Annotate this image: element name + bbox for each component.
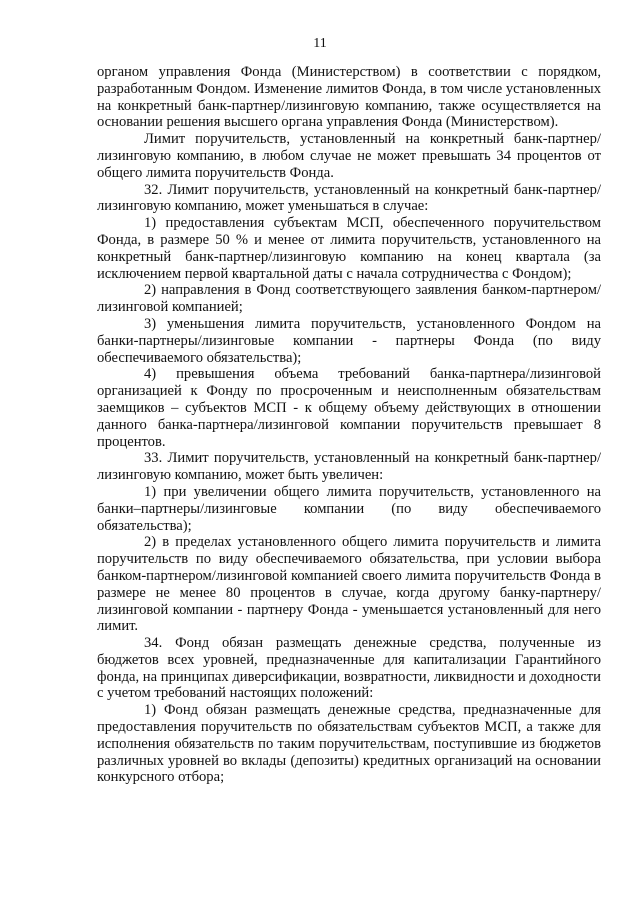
page-number: 11 bbox=[313, 36, 327, 51]
paragraph: органом управления Фонда (Министерством) в соответствии с порядком, разработанным Фондом. Изменение лимитов Фонда, в том числе установленных на конкретный банк-партнер/лизинговую компанию, также осуществляется на основании решения высшего органа управления Фонда (Министерством). bbox=[97, 64, 601, 131]
paragraph: 1) при увеличении общего лимита поручительств, установленного на банки–партнеры/лизинговые компании (по виду обеспечиваемого обязательства); bbox=[97, 483, 601, 534]
paragraph: 34. Фонд обязан размещать денежные средства, полученные из бюджетов всех уровней, предназначенные для капитализации Гарантийного фонда, на принципах диверсификации, возвратности, ликвидности и доходности с учетом требований настоящих положений: bbox=[97, 635, 601, 702]
paragraph: 2) направления в Фонд соответствующего заявления банком-партнером/лизинговой компанией; bbox=[97, 282, 601, 316]
paragraph: 3) уменьшения лимита поручительств, установленного Фондом на банки-партнеры/лизинговые компании - партнеры Фонда (по виду обеспечиваемого обязательства); bbox=[97, 315, 601, 366]
paragraph: 1) предоставления субъектам МСП, обеспеченного поручительством Фонда, в размере 50 % и менее от лимита поручительств, установленного на конкретный банк-партнер/лизинговую компанию на конец квартала (за исключением первой квартальной даты с начала сотрудничества с Фондом); bbox=[97, 215, 601, 282]
paragraph: Лимит поручительств, установленный на конкретный банк-партнер/лизинговую компанию, в любом случае не может превышать 34 процентов от общего лимита поручительств Фонда. bbox=[97, 131, 601, 181]
paragraph: 1) Фонд обязан размещать денежные средства, предназначенные для предоставления поручительств по обязательствам субъектов МСП, а также для исполнения обязательств по таким поручительствам, поступившие из бюджетов различных уровней во вклады (депозиты) кредитных организаций на основании конкурсного отбора; bbox=[97, 702, 601, 786]
paragraph: 32. Лимит поручительств, установленный на конкретный банк-партнер/лизинговую компанию, может уменьшаться в случае: bbox=[97, 181, 601, 215]
document-body bbox=[97, 64, 601, 786]
paragraph: 2) в пределах установленного общего лимита поручительств и лимита поручительств по виду обеспечиваемого обязательства, при условии выбора банком-партнером/лизинговой компанией своего лимита поручительств Фонда в размере не менее 80 процентов в случае, когда другому банку-партнеру/лизинговой компании - партнеру Фонда - уменьшается установленный для него лимит. bbox=[97, 534, 601, 635]
paragraph: 33. Лимит поручительств, установленный на конкретный банк-партнер/лизинговую компанию, может быть увеличен: bbox=[97, 450, 601, 484]
paragraph: 4) превышения объема требований банка-партнера/лизинговой организацией к Фонду по просроченным и неисполненным обязательствам заемщиков – субъектов МСП - к общему объему действующих в отношении данного банка-партнера/лизинговой компании поручительств превышает 8 процентов. bbox=[97, 366, 601, 450]
